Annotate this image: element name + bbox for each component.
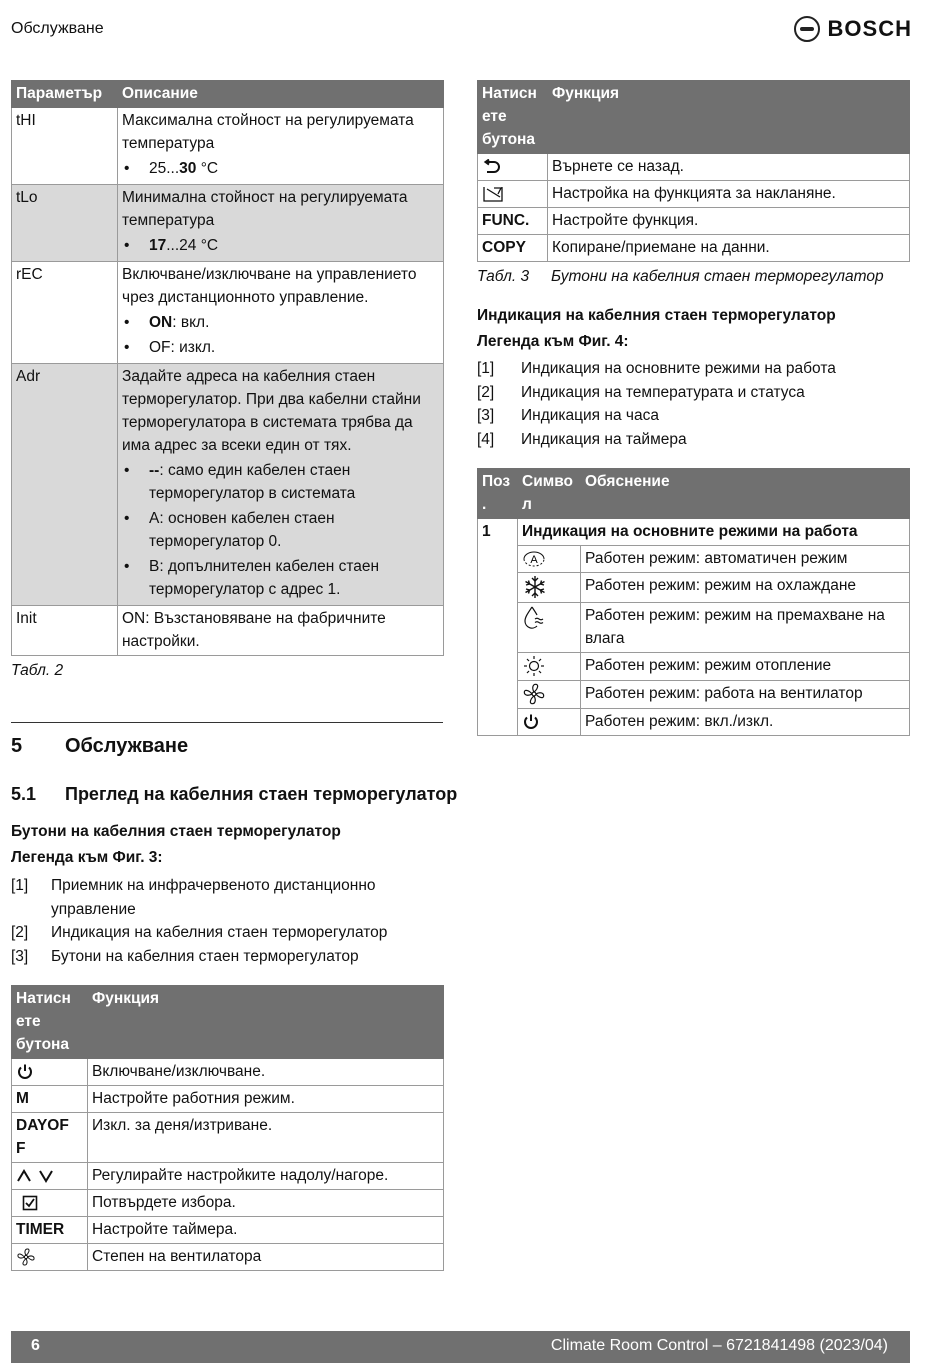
group-title: Индикация на основните режими на работа [518,519,910,546]
up-down-arrows-icon [16,1168,56,1184]
list-item: [2] Индикация на температурата и статуса [477,383,805,401]
function-text: Включване/изключване. [88,1059,444,1086]
symbol-explanation: Работен режим: работа на вентилатор [581,681,910,709]
bullet-item: • --: само един кабелен стаен терморегулатор в системата [122,459,438,505]
function-text: Върнете се назад. [548,154,910,181]
symbol-explanation: Работен режим: автоматичен режим [581,546,910,573]
bullet-item: • B: допълнителен кабелен стаен терморегулатор с адрес 1. [122,555,438,601]
bullet-item: • 25...30 °C [122,157,438,180]
buttons-table-right [477,80,910,262]
table-row [12,364,444,606]
bullet-item: • OF: изкл. [122,336,438,359]
legend-list [477,357,907,451]
symbol-explanation: Работен режим: режим отопление [581,653,910,681]
button-key: FUNC. [478,208,548,235]
snowflake-icon [522,574,548,600]
function-text: Изкл. за деня/изтриване. [88,1113,444,1163]
function-text: Копиране/приемане на данни. [548,235,910,262]
page-footer [11,1331,910,1363]
auto-mode-icon [522,550,546,568]
table-row [12,1113,444,1163]
bullet-item: • A: основен кабелен стаен терморегулатор 0. [122,507,438,553]
bullet-item: • 17...24 °C [122,234,438,257]
power-icon [16,1063,34,1081]
list-item: [3] Индикация на часа [477,407,659,424]
table-row [478,603,910,653]
display-heading: Индикация на кабелния стаен терморегулатор [477,307,836,324]
symbol-explanation: Работен режим: режим на охлаждане [581,573,910,603]
table-row [12,1059,444,1086]
buttons-table-left [11,985,444,1271]
table-caption: Табл. 2 [11,662,64,679]
table-row [12,1163,444,1190]
param-description: Минимална стойност на регулируемата температура [122,189,408,229]
table-row [478,154,910,181]
table-row [12,1086,444,1113]
symbol-explanation: Работен режим: вкл./изкл. [581,709,910,736]
sun-icon [522,654,546,678]
table-header: Обяснение [581,469,910,519]
table-row [12,1190,444,1217]
page-header-title: Обслужване [11,20,104,37]
table-row [478,546,910,573]
param-description: Задайте адреса на кабелния стаен терморегулатор. При два кабелни стайни терморегулатора в системата трябва да има адрес за всеки един от тях. [122,368,421,454]
function-text: Настройте таймера. [88,1217,444,1244]
back-arrow-icon [482,159,502,175]
table-caption: Табл. 3 Бутони на кабелния стаен терморегулатор [477,268,884,285]
param-name: tLo [12,185,118,262]
symbols-table [477,468,910,736]
table-row [478,709,910,736]
table-row [478,653,910,681]
table-row [478,208,910,235]
symbol-explanation: Работен режим: режим на премахване на влага [581,603,910,653]
table-header: Функция [548,81,910,154]
table-header: Функция [88,986,444,1059]
button-key: COPY [478,235,548,262]
param-name: Init [12,606,118,656]
table-row [12,262,444,364]
table-row [12,185,444,262]
button-key: DAYOF F [12,1113,88,1163]
list-item: [2] Индикация на кабелния стаен терморегулатор [11,924,388,941]
function-text: Настройте работния режим. [88,1086,444,1113]
bosch-logo-text: BOSCH [827,16,912,41]
subsection-heading: 5.1 Преглед на кабелния стаен терморегулатор [11,784,458,804]
button-key: M [12,1086,88,1113]
function-text: Степен на вентилатора [88,1244,444,1271]
page-number: 6 [31,1337,40,1354]
bosch-logo [794,16,912,42]
section-heading: 5 Обслужване [11,735,189,757]
bullet-item: • ON: вкл. [122,311,438,334]
legend-title: Легенда към Фиг. 4: [477,333,629,350]
table-header: Натисн ете бутона [12,986,88,1059]
function-text: Настройка на функцията за накланяне. [548,181,910,208]
checkbox-icon [22,1195,38,1211]
param-name: tHI [12,108,118,185]
tilt-icon [482,185,504,203]
list-item: [1] Индикация на основните режими на работа [477,360,836,377]
button-key: TIMER [12,1217,88,1244]
list-item: [4] Индикация на таймера [477,430,687,448]
list-item: [1] Приемник на инфрачервеното дистанционно управление [11,877,376,918]
function-text: Регулирайте настройките надолу/нагоре. [88,1163,444,1190]
list-item: [3] Бутони на кабелния стаен терморегулатор [11,947,359,965]
fan-icon [522,682,546,706]
param-description: ON: Възстановяване на фабричните настройки. [118,606,444,656]
function-text: Потвърдете избора. [88,1190,444,1217]
table-header: Параметър [12,81,118,108]
table-row [12,108,444,185]
param-name: Adr [12,364,118,606]
table-row [12,1244,444,1271]
table-row [12,1217,444,1244]
table-row [12,606,444,656]
legend-list [11,874,411,968]
table-row [478,235,910,262]
svg-text:A: A [530,553,538,566]
buttons-heading: Бутони на кабелния стаен терморегулатор [11,823,341,840]
table-row [478,573,910,603]
table-header: Натисн ете бутона [478,81,548,154]
document-id: Climate Room Control – 6721841498 (2023/04) [550,1337,888,1354]
table-row [478,181,910,208]
bosch-logo-icon [794,16,820,42]
section-divider [11,722,443,723]
param-name: rEC [12,262,118,364]
power-icon [522,713,540,731]
function-text: Настройте функция. [548,208,910,235]
table-row [478,519,910,546]
legend-title: Легенда към Фиг. 3: [11,849,163,866]
table-row [478,681,910,709]
dehumidify-drop-icon [522,604,548,632]
param-description: Максимална стойност на регулируемата температура [122,112,414,152]
table-header: Описание [118,81,444,108]
table-header: Симво л [518,469,581,519]
table-header: Поз . [478,469,518,519]
param-description: Включване/изключване на управлението чрез дистанционното управление. [122,266,417,306]
parameter-table [11,80,444,656]
fan-icon [16,1247,36,1267]
position-number: 1 [478,519,518,736]
